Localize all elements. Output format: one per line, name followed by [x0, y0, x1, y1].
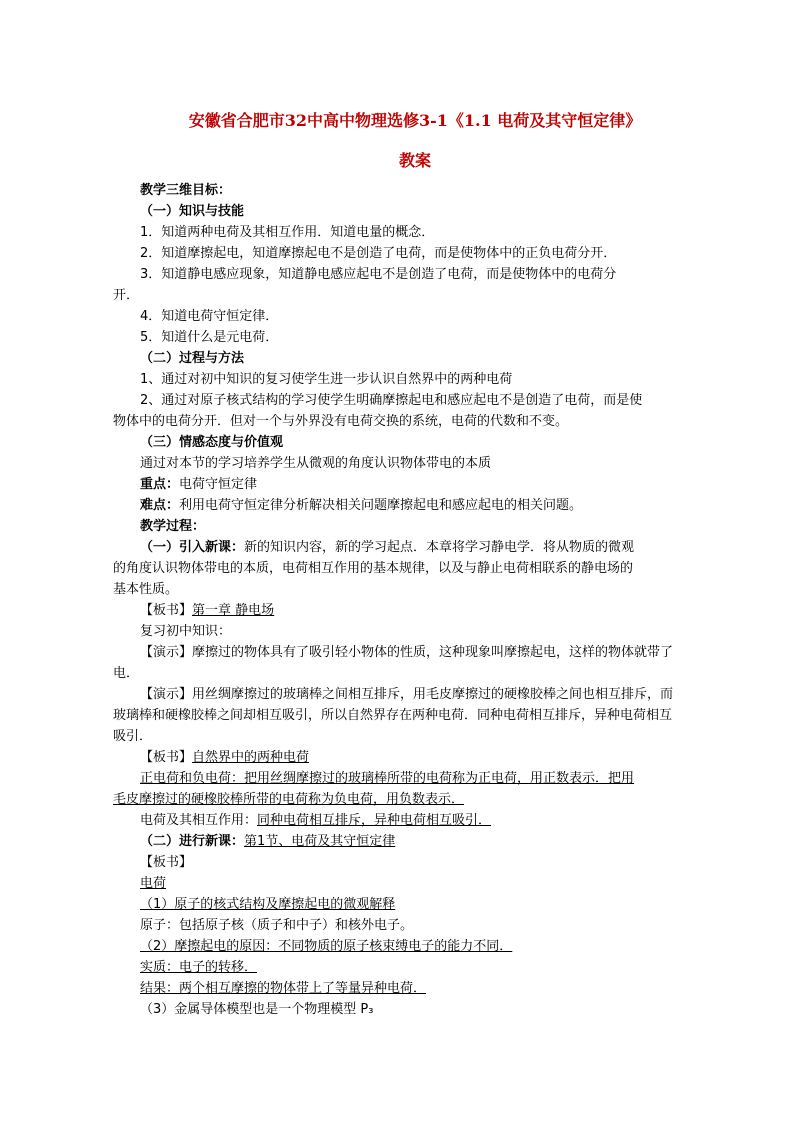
atom-line: 原子：包括原子核（质子和中子）和核外电子。: [140, 918, 414, 933]
charge-heading: 电荷: [140, 876, 167, 891]
process-item-2a: 2、通过对原子核式结构的学习使学生明确摩擦起电和感应起电不是创造了电荷，而是使: [140, 393, 643, 408]
board-note-1: [140, 601, 274, 621]
knowledge-item-1: 1．知道两种电荷及其相互作用．知道电量的概念．: [140, 225, 435, 240]
knowledge-item-4: 4．知道电荷守恒定律．: [140, 309, 279, 324]
demo-2-line-b: 玻璃棒和硬橡胶棒之间却相互吸引，所以自然界存在两种电荷．同种电荷相互排斥，异种电荷相互: [113, 708, 673, 723]
difficult-point-label: 难点：: [140, 498, 180, 513]
new-lesson-text: 第1节、电荷及其守恒定律: [244, 834, 396, 849]
subsection-1: （1）原子的核式结构及摩擦起电的微观解释: [140, 897, 396, 912]
intro-line-c: 基本性质。: [113, 582, 179, 597]
document-title-line1: 安徽省合肥市32中高中物理选修3-1《1.1 电荷及其守恒定律》: [188, 111, 642, 130]
knowledge-item-3b: 开．: [113, 288, 140, 303]
process-item-2b: 物体中的电荷分开．但对一个与外界没有电荷交换的系统，电荷的代数和不变。: [113, 414, 569, 429]
essence-line: 实质：电子的转移．: [140, 960, 258, 975]
new-lesson-line: [140, 832, 395, 852]
review-line: 复习初中知识：: [140, 624, 232, 639]
difficult-point-text: 利用电荷守恒定律分析解决相关问题摩擦起电和感应起电的相关问题。: [179, 498, 583, 513]
difficult-point: [140, 496, 582, 516]
demo-1-label: 【演示】: [140, 645, 193, 660]
interaction-line: [140, 811, 491, 831]
knowledge-item-5: 5．知道什么是元电荷．: [140, 330, 279, 345]
demo-2-text-a: 用丝绸摩擦过的玻璃棒之间相互排斥，用毛皮摩擦过的硬橡胶棒之间也相互排斥，而: [192, 687, 674, 702]
new-lesson-label: （二）进行新课：: [140, 834, 245, 849]
key-point: [140, 475, 257, 495]
intro-text-a: 新的知识内容，新的学习起点．本章将学习静电学．将从物质的微观: [244, 540, 635, 555]
section1-heading: （一）知识与技能: [140, 204, 245, 219]
process-heading: 教学过程：: [140, 519, 206, 534]
key-point-label: 重点：: [140, 477, 180, 492]
section3-heading: （三）情感态度与价值观: [140, 435, 284, 450]
result-line: 结果：两个相互摩擦的物体带上了等量异种电荷．: [140, 981, 427, 996]
intro-line-b: 的角度认识物体带电的本质，电荷相互作用的基本规律，以及与静止电荷相联系的静电场的: [113, 561, 634, 576]
board-note-1-label: 【板书】: [140, 603, 193, 618]
emotion-item-1: 通过对本节的学习培养学生从微观的角度认识物体带电的本质: [140, 456, 492, 471]
board-note-2: [140, 748, 309, 768]
process-item-1: 1、通过对初中知识的复习使学生进一步认识自然界中的两种电荷: [140, 372, 513, 387]
document-title-line2: 教案: [398, 151, 431, 170]
charge-types-line-a: 正电荷和负电荷：把用丝绸摩擦过的玻璃棒所带的电荷称为正电荷，用正数表示．把用: [140, 771, 635, 786]
demo-1-line-a: [140, 643, 673, 663]
demo-2-label: 【演示】: [140, 687, 193, 702]
interaction-text: 同种电荷相互排斥，异种电荷相互吸引．: [257, 813, 492, 828]
demo-2-line-a: [140, 685, 673, 705]
charge-types-line-b: 毛皮摩擦过的硬橡胶棒所带的电荷称为负电荷，用负数表示．: [113, 792, 465, 807]
demo-2-line-c: 吸引．: [113, 729, 153, 744]
intro-line-a: [140, 538, 634, 558]
board-note-1-text: 第一章 静电场: [192, 603, 275, 618]
section2-heading: （二）过程与方法: [140, 351, 245, 366]
interaction-label: 电荷及其相互作用：: [140, 813, 258, 828]
subsection-3: （3）金属导体模型也是一个物理模型 P₃: [140, 1002, 374, 1017]
board-note-2-label: 【板书】: [140, 750, 193, 765]
demo-1-text-a: 摩擦过的物体具有了吸引轻小物体的性质，这种现象叫摩擦起电，这样的物体就带了: [192, 645, 674, 660]
board-note-2-text: 自然界中的两种电荷: [192, 750, 310, 765]
key-point-text: 电荷守恒定律: [179, 477, 258, 492]
board-note-3-label: 【板书】: [140, 855, 193, 870]
demo-1-line-b: 电．: [113, 666, 140, 681]
goals-heading: 教学三维目标：: [140, 183, 232, 198]
subsection-2: （2）摩擦起电的原因：不同物质的原子核束缚电子的能力不同．: [140, 939, 513, 954]
knowledge-item-2: 2．知道摩擦起电，知道摩擦起电不是创造了电荷，而是使物体中的正负电荷分开．: [140, 246, 617, 261]
intro-label: （一）引入新课：: [140, 540, 245, 555]
knowledge-item-3a: 3．知道静电感应现象，知道静电感应起电不是创造了电荷，而是使物体中的电荷分: [140, 267, 617, 282]
